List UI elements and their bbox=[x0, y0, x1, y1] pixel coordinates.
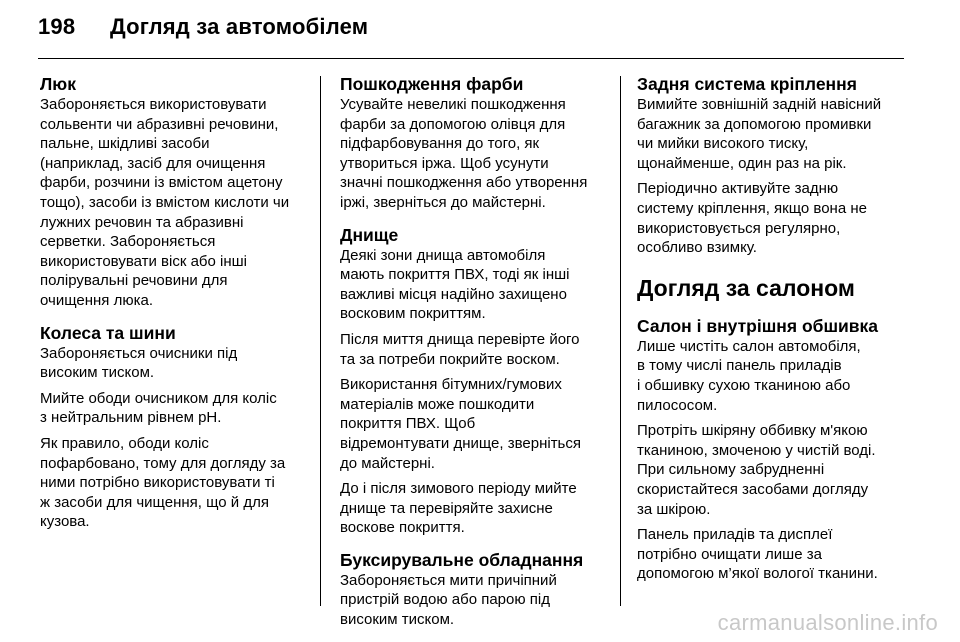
watermark: carmanualsonline.info bbox=[717, 610, 938, 635]
page-title: Догляд за автомобілем bbox=[110, 14, 369, 39]
interior-paragraph-1: Лише чистіть салон автомобіля, в тому числі панель приладів і обшивку сухою тканиною або пилососом. bbox=[637, 337, 861, 414]
section-title-sunroof: Люк bbox=[40, 74, 76, 94]
section-title-underbody: Днище bbox=[340, 224, 399, 245]
section-title-paint-damage: Пошкодження фарби bbox=[340, 74, 524, 94]
header-rule bbox=[38, 58, 904, 59]
column-2 bbox=[340, 74, 612, 630]
carrier-paragraph-1: Вимийте зовнішній задній навісний багажник за допомогою промивки чи мийки високого тиску, щонайменше, один раз на рік. bbox=[637, 96, 882, 172]
interior-paragraph-3: Панель приладів та дисплеї потрібно очищати лише за допомогою м’якої вологої тканини. bbox=[637, 526, 878, 583]
wheels-paragraph-2: Мийте ободи очисником для коліс з нейтральним рівнем pH. bbox=[40, 389, 277, 427]
underbody-paragraph-1: Деякі зони днища автомобіля мають покриття ПВХ, тоді як інші важливі місця надійно захищено восковим покриттям. bbox=[340, 246, 570, 323]
section-title-rear-carrier: Задня система кріплення bbox=[637, 74, 857, 94]
wheels-paragraph-1: Забороняється очисники під високим тиском. bbox=[40, 344, 238, 382]
towing-paragraph-1: Забороняється мити причіпний пристрій водою або парою під високим тиском. bbox=[340, 571, 557, 629]
page-header bbox=[38, 14, 918, 44]
section-title-towing-equipment: Буксирувальне обладнання bbox=[340, 549, 584, 570]
wheels-paragraph-3: Як правило, ободи коліс пофарбовано, тому для догляду за ними потрібно використовувати ті ж засоби для чищення, що й для кузова. bbox=[40, 434, 286, 531]
paint-paragraph-1: Усувайте невеликі пошкодження фарби за допомогою олівця для підфарбовування до того, як утвориться іржа. Щоб усунути значні пошкодження або утворення іржі, зверніться до майстерні. bbox=[340, 96, 588, 211]
interior-paragraph-2: Протріть шкіряну оббивку м'якою тканиною, змоченою у чистій воді. При сильному забрудненні скористайтеся засобами догляду за шкірою. bbox=[637, 422, 876, 518]
column-divider-2 bbox=[620, 76, 621, 606]
page-number: 198 bbox=[38, 14, 76, 39]
sunroof-paragraph-1: Забороняється використовувати сольвенти чи абразивні речовини, пальне, шкідливі засоби (наприклад, засіб для очищення фарби, розчини із вмістом ацетону тощо), засоби із вмістом кислоти чи лужних речовин та абразивні серветки. Забороняється використовувати віск або інші полірувальні речовини для очищення люка. bbox=[40, 96, 290, 309]
column-3 bbox=[637, 74, 909, 584]
carrier-paragraph-2: Періодично активуйте задню систему кріплення, якщо вона не використовується регулярно, особливо взимку. bbox=[637, 180, 867, 257]
column-divider-1 bbox=[320, 76, 321, 606]
underbody-paragraph-4: До і після зимового періоду мийте днище та перевіряйте захисне воскове покриття. bbox=[340, 480, 577, 537]
section-title-wheels-tyres: Колеса та шини bbox=[40, 322, 176, 343]
chapter-title-interior-care: Догляд за салоном bbox=[637, 274, 855, 301]
underbody-paragraph-2: Після миття днища перевірте його та за потреби покрийте воском. bbox=[340, 330, 580, 368]
column-1 bbox=[40, 74, 312, 532]
underbody-paragraph-3: Використання бітумних/гумових матеріалів може пошкодити покриття ПВХ. Щоб відремонтувати днище, зверніться до майстерні. bbox=[340, 376, 581, 472]
section-title-interior-trim: Салон і внутрішня обшивка bbox=[637, 315, 879, 336]
